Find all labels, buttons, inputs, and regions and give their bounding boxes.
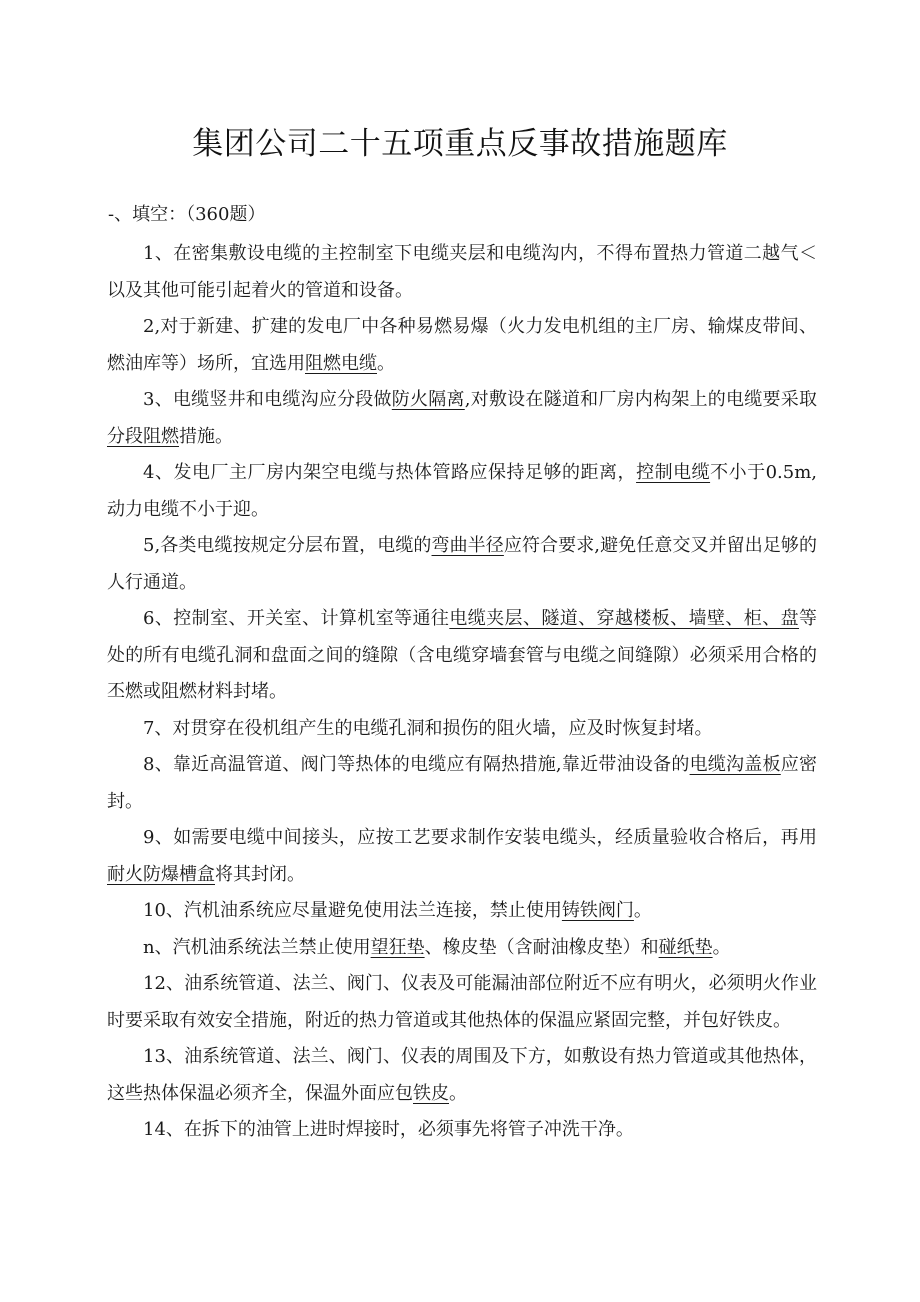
answer-blank: 铸铁阀门 (561, 900, 634, 921)
question-item (107, 747, 817, 820)
question-text: 13、油系统管道、法兰、阀门、仪表的周围及下方，如敷设有热力管道或其他热体，这些热体保温必须齐全，保温外面应包 (107, 1046, 817, 1104)
question-text: 3、电缆竖井和电缆沟应分段做 (143, 389, 392, 410)
answer-blank: 望狂垫 (370, 936, 425, 958)
question-text: ,对敷设在隧道和厂房内构架上的电缆要采取 (464, 389, 817, 410)
question-text: 9、如需要电缆中间接头，应按工艺要求制作安装电缆头，经质量验收合格后，再用 (143, 827, 817, 848)
question-text: 14、在拆下的油管上进时焊接时，必须事先将管子冲洗干净。 (143, 1119, 634, 1140)
answer-blank: 弯曲半径 (431, 535, 504, 556)
question-text: 应符合要求,避免任意交叉并留出足够的人行通道。 (107, 535, 817, 593)
question-text: 2,对于新建、扩建的发电厂中各种易燃易爆（火力发电机组的主厂房、输煤皮带间、燃油库等）场所，宜选用 (107, 316, 817, 374)
question-item (107, 930, 817, 967)
answer-blank: 电缆夹层、隧道、穿越楼板、墙壁、柜、盘 (449, 608, 800, 629)
question-item (107, 528, 817, 601)
question-text: 7、对贯穿在役机组产生的电缆孔洞和损伤的阻火墙，应及时恢复封堵。 (143, 717, 713, 739)
question-text: 措施。 (179, 425, 233, 447)
question-item (107, 820, 817, 893)
question-text: 8、靠近高温管道、阀门等热体的电缆应有隔热措施,靠近带油设备的 (143, 754, 690, 775)
question-text: 等处的所有电缆孔洞和盘面之间的缝隙（含电缆穿墙套管与电缆之间缝隙）必须采用合格的丕燃或阻燃材料封堵。 (107, 608, 818, 702)
question-text: 将其封闭。 (215, 863, 305, 885)
question-item (107, 1039, 817, 1112)
question-item (107, 455, 817, 528)
question-item (107, 966, 817, 1039)
question-text: 10、汽机油系统应尽量避免使用法兰连接，禁止使用 (143, 900, 562, 921)
question-text: 5,各类电缆按规定分层布置，电缆的 (143, 535, 432, 556)
question-item (107, 236, 817, 309)
answer-blank: 耐火防爆槽盒 (107, 863, 215, 885)
question-text: 。 (633, 900, 652, 921)
answer-blank: 电缆沟盖板 (689, 754, 781, 775)
question-item (107, 711, 817, 748)
answer-blank: 分段阻燃 (107, 425, 179, 447)
question-text: 应密封。 (107, 754, 818, 812)
question-item (107, 893, 817, 930)
question-text: 1、在密集敷设电缆的主控制室下电缆夹层和电缆沟内，不得布置热力管道二越气＜以及其他可能引起着火的管道和设备。 (107, 243, 817, 301)
question-text: 不小于0.5m,动力电缆不小于迎。 (107, 462, 818, 520)
question-item (107, 1112, 817, 1149)
question-item (107, 601, 817, 711)
answer-blank: 阻燃电缆 (305, 352, 377, 374)
question-item (107, 309, 817, 382)
answer-blank: 控制电缆 (636, 462, 711, 483)
question-text: 4、发电厂主厂房内架空电缆与热体管路应保持足够的距离， (143, 462, 637, 483)
question-text: 12、油系统管道、法兰、阀门、仪表及可能漏油部位附近不应有明火，必须明火作业时要采取有效安全措施，附近的热力管道或其他热体的保温应紧固完整，并包好铁皮。 (107, 973, 817, 1031)
section-heading: -、填空：（360题） (108, 204, 266, 225)
answer-blank: 铁皮 (413, 1082, 449, 1104)
question-text: 、橡皮垫（含耐油橡皮垫）和 (424, 936, 659, 958)
question-item (107, 382, 817, 455)
question-text: 6、控制室、开关室、计算机室等通往 (143, 608, 450, 629)
answer-blank: 防火隔离 (391, 389, 465, 410)
answer-blank: 碰纸垫 (658, 936, 713, 958)
question-text: 。 (449, 1082, 467, 1104)
question-list (107, 236, 817, 1149)
question-text: 。 (712, 936, 731, 958)
document-title: 集团公司二十五项重点反事故措施题库 (192, 126, 728, 162)
question-text: 。 (377, 352, 395, 374)
question-text: n、汽机油系统法兰禁止使用 (143, 936, 371, 958)
